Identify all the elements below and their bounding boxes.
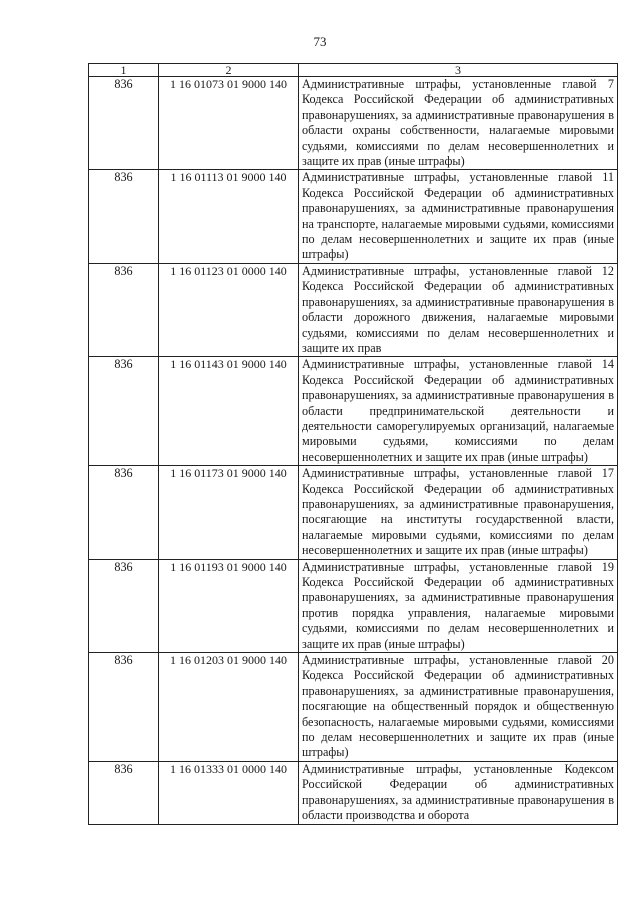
table-row <box>89 170 618 263</box>
admin-code-cell: 836 <box>89 653 159 762</box>
budget-code-cell: 1 16 01073 01 9000 140 <box>159 77 299 170</box>
budget-code-cell: 1 16 01113 01 9000 140 <box>159 170 299 263</box>
description-cell: Административные штрафы, установленные главой 12 Кодекса Российской Федерации об административных правонарушениях, за административные правонарушения в области дорожного движения, налагаемые мировыми судьями, комиссиями по делам несовершеннолетних и защите их прав <box>299 263 618 356</box>
table-row <box>89 357 618 466</box>
admin-code-cell: 836 <box>89 559 159 652</box>
budget-code-cell: 1 16 01143 01 9000 140 <box>159 357 299 466</box>
table-row <box>89 761 618 824</box>
description-cell: Административные штрафы, установленные главой 19 Кодекса Российской Федерации об административных правонарушениях, за административные правонарушения против порядка управления, налагаемые мировыми судьями, комиссиями по делам несовершеннолетних и защите их прав (иные штрафы) <box>299 559 618 652</box>
table-row <box>89 653 618 762</box>
column-header-1: 1 <box>89 64 159 77</box>
admin-code-cell: 836 <box>89 170 159 263</box>
budget-code-cell: 1 16 01203 01 9000 140 <box>159 653 299 762</box>
table-row <box>89 559 618 652</box>
budget-code-cell: 1 16 01193 01 9000 140 <box>159 559 299 652</box>
page-number: 73 <box>313 34 327 49</box>
budget-code-cell: 1 16 01123 01 0000 140 <box>159 263 299 356</box>
table-row <box>89 77 618 170</box>
budget-codes-table <box>88 63 618 825</box>
description-cell: Административные штрафы, установленные главой 14 Кодекса Российской Федерации об административных правонарушениях, за административные правонарушения в области предпринимательской деятельности и деятельности саморегулируемых организаций, налагаемые мировыми судьями, комиссиями по делам несовершеннолетних и защите их прав (иные штрафы) <box>299 357 618 466</box>
admin-code-cell: 836 <box>89 466 159 559</box>
admin-code-cell: 836 <box>89 761 159 824</box>
description-cell: Административные штрафы, установленные главой 11 Кодекса Российской Федерации об административных правонарушениях, за административные правонарушения на транспорте, налагаемые мировыми судьями, комиссиями по делам несовершеннолетних и защите их прав (иные штрафы) <box>299 170 618 263</box>
table-row <box>89 263 618 356</box>
description-cell: Административные штрафы, установленные главой 17 Кодекса Российской Федерации об административных правонарушениях, за административные правонарушения, посягающие на институты государственной власти, налагаемые мировыми судьями, комиссиями по делам несовершеннолетних и защите их прав (иные штрафы) <box>299 466 618 559</box>
budget-code-cell: 1 16 01173 01 9000 140 <box>159 466 299 559</box>
admin-code-cell: 836 <box>89 77 159 170</box>
admin-code-cell: 836 <box>89 263 159 356</box>
admin-code-cell: 836 <box>89 357 159 466</box>
description-cell: Административные штрафы, установленные главой 20 Кодекса Российской Федерации об административных правонарушениях, за административные правонарушения, посягающие на общественный порядок и общественную безопасность, налагаемые мировыми судьями, комиссиями по делам несовершеннолетних и защите их прав (иные штрафы) <box>299 653 618 762</box>
budget-code-cell: 1 16 01333 01 0000 140 <box>159 761 299 824</box>
table-row <box>89 466 618 559</box>
column-header-3: 3 <box>299 64 618 77</box>
table-header-row <box>89 64 618 77</box>
description-cell: Административные штрафы, установленные главой 7 Кодекса Российской Федерации об административных правонарушениях, за административные правонарушения в области охраны собственности, налагаемые мировыми судьями, комиссиями по делам несовершеннолетних и защите их прав (иные штрафы) <box>299 77 618 170</box>
column-header-2: 2 <box>159 64 299 77</box>
description-cell: Административные штрафы, установленные Кодексом Российской Федерации об административных правонарушениях, за административные правонарушения в области производства и оборота <box>299 761 618 824</box>
